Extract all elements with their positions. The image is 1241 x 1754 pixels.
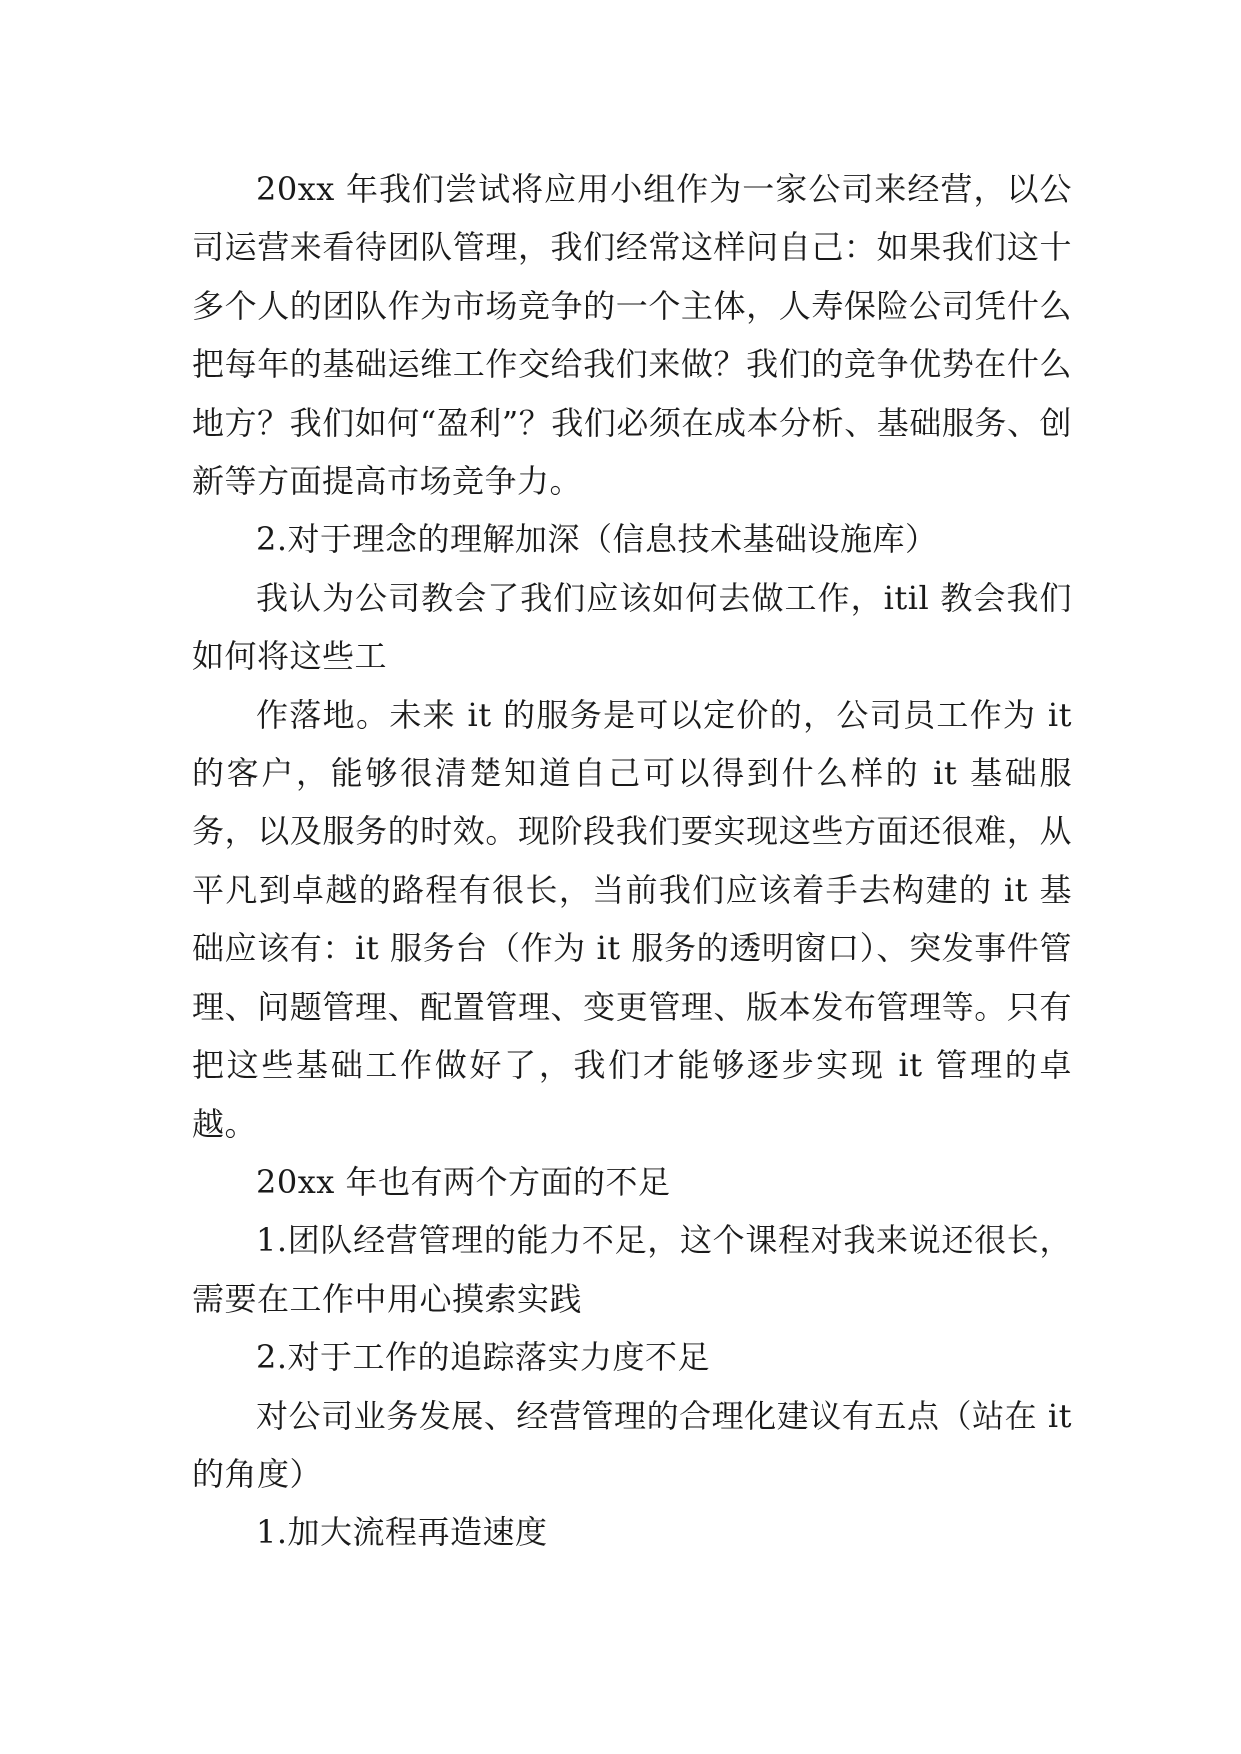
paragraph-8: 对公司业务发展、经营管理的合理化建议有五点（站在 it 的角度） [192, 1396, 1072, 1493]
paragraph-7: 2.对于工作的追踪落实力度不足 [256, 1338, 711, 1377]
paragraph-5: 20xx 年也有两个方面的不足 [256, 1162, 671, 1201]
paragraph-9: 1.加大流程再造速度 [256, 1513, 548, 1552]
paragraph-2: 2.对于理念的理解加深（信息技术基础设施库） [256, 520, 938, 559]
paragraph-6: 1.团队经营管理的能力不足，这个课程对我来说还很长，需要在工作中用心摸索实践 [192, 1221, 1072, 1318]
paragraph-3: 我认为公司教会了我们应该如何去做工作，itil 教会我们如何将这些工 [192, 578, 1072, 676]
document-body [192, 160, 1072, 1562]
paragraph-4: 作落地。未来 it 的服务是可以定价的，公司员工作为 it 的客户，能够很清楚知道自己可以得到什么样的 it 基础服务，以及服务的时效。现阶段我们要实现这些方面还很难，从平凡到卓越的路程有很长，当前我们应该着手去构建的 it 基础应该有：it 服务台（作为 it 服务的透明窗口）、突发事件管理、问题管理、配置管理、变更管理、版本发布管理等。只有把这些基础工作做好了，我们才能够逐步实现 it 管理的卓越。 [192, 695, 1072, 1143]
paragraph-1: 20xx 年我们尝试将应用小组作为一家公司来经营，以公司运营来看待团队管理，我们经常这样问自己：如果我们这十多个人的团队作为市场竞争的一个主体，人寿保险公司凭什么把每年的基础运维工作交给我们来做？我们的竞争优势在什么地方？我们如何“盈利”？我们必须在成本分析、基础服务、创新等方面提高市场竞争力。 [192, 170, 1072, 501]
